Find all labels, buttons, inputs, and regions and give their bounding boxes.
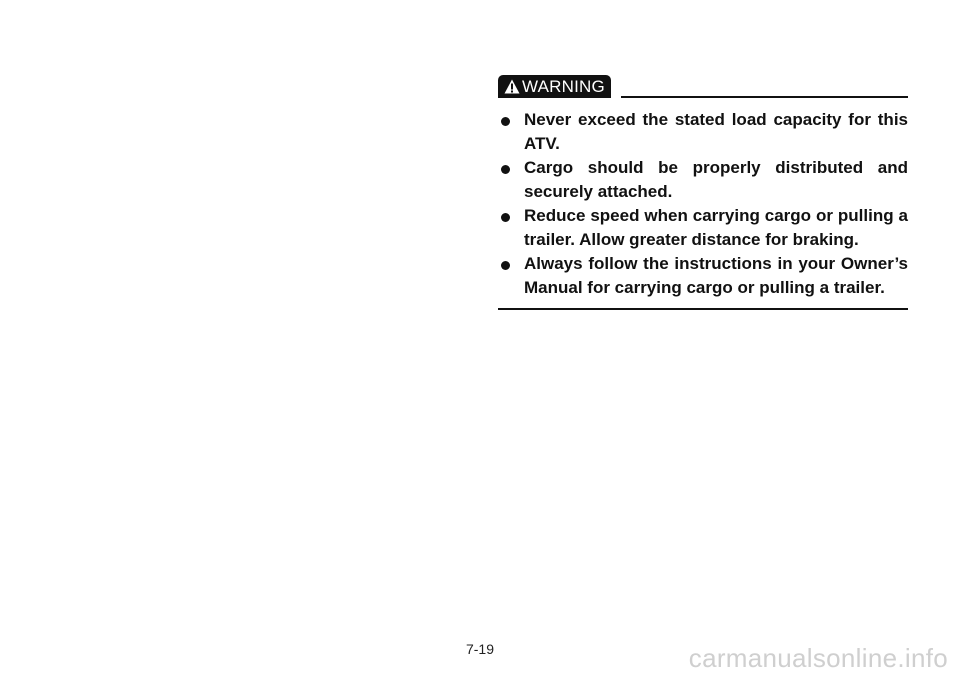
- warning-label: WARNING: [522, 77, 605, 96]
- header-rule: [621, 96, 908, 98]
- warning-triangle-icon: [504, 79, 520, 94]
- bullet-icon: [501, 165, 510, 174]
- bottom-rule: [498, 308, 908, 310]
- warning-badge: [498, 75, 611, 98]
- warning-item: [498, 252, 908, 300]
- warning-block: [498, 74, 908, 310]
- bullet-icon: [501, 213, 510, 222]
- bullet-icon: [501, 261, 510, 270]
- warning-item-text: Cargo should be properly distributed and securely attached.: [524, 158, 908, 201]
- warning-list: [498, 108, 908, 300]
- warning-item-text: Always follow the instructions in your Owner’s Manual for carrying cargo or pulling a trailer.: [524, 254, 908, 297]
- warning-item: [498, 156, 908, 204]
- warning-item-text: Never exceed the stated load capacity for this ATV.: [524, 110, 908, 153]
- watermark: carmanualsonline.info: [688, 643, 948, 673]
- warning-header: [498, 74, 908, 98]
- bullet-icon: [501, 117, 510, 126]
- page-number: 7-19: [465, 641, 495, 657]
- warning-item: [498, 204, 908, 252]
- warning-item: [498, 108, 908, 156]
- warning-item-text: Reduce speed when carrying cargo or pulling a trailer. Allow greater distance for braking.: [524, 206, 908, 249]
